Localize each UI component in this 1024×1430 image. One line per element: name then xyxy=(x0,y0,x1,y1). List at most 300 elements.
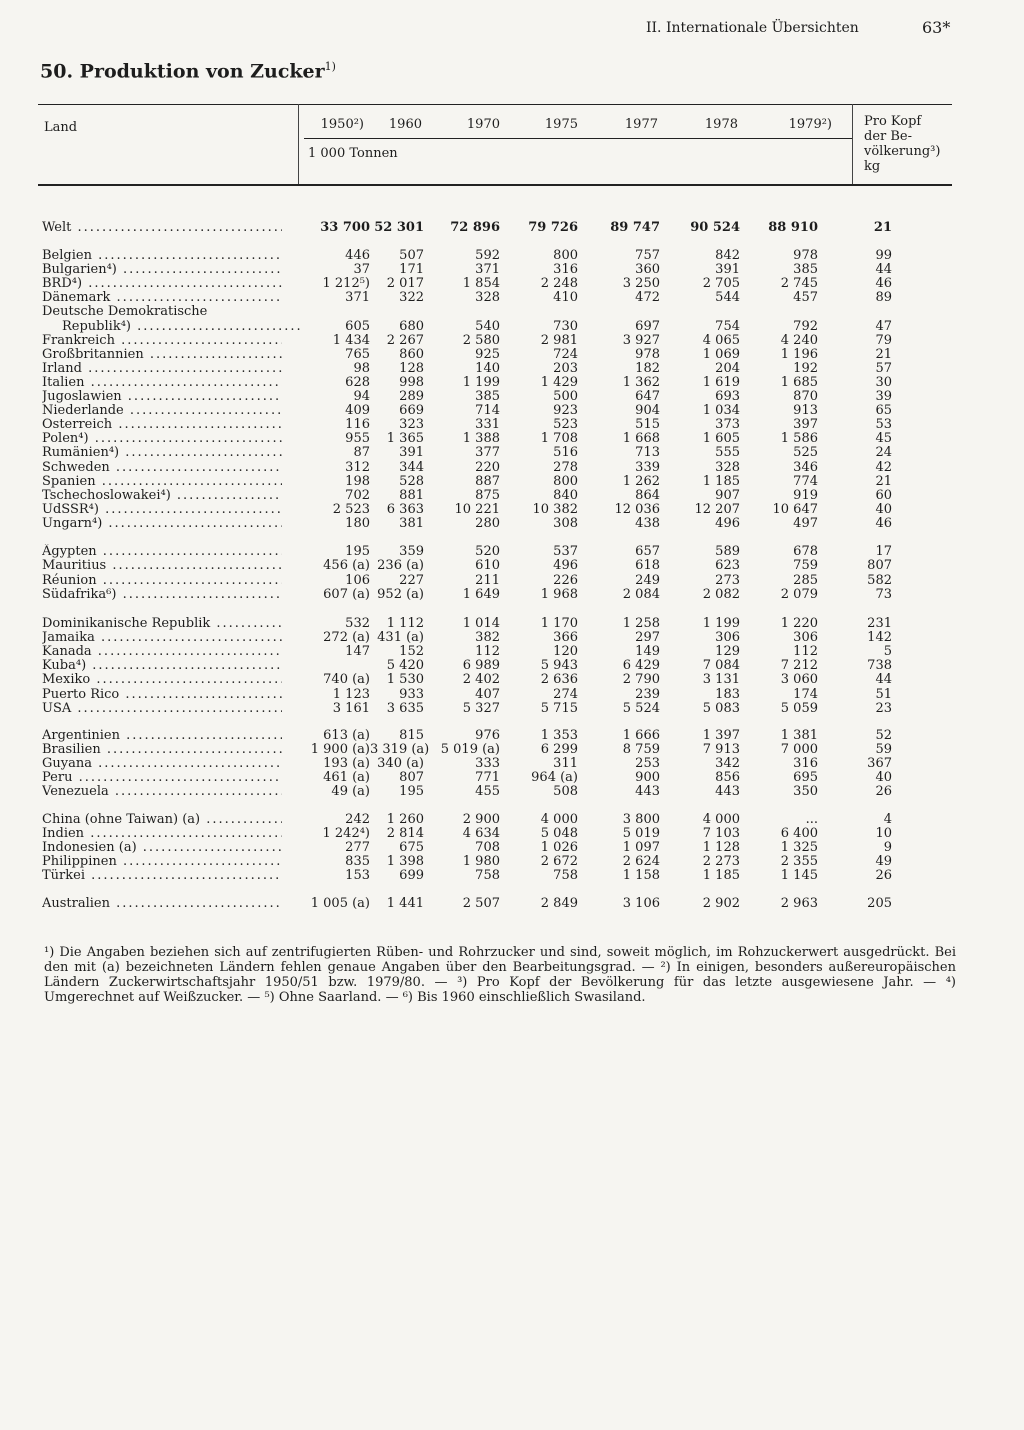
row-production-value: 2 507 xyxy=(462,896,500,911)
table-row xyxy=(0,304,1024,319)
row-production-value: 610 xyxy=(475,558,500,574)
table-row xyxy=(0,630,1024,645)
row-production-value: 532 xyxy=(345,616,370,631)
row-production-value: 507 xyxy=(399,248,424,263)
row-production-value: 1 365 xyxy=(386,431,424,447)
row-production-value: 3 106 xyxy=(622,896,660,911)
row-production-value: 6 299 xyxy=(540,742,578,757)
row-per-capita-value: 231 xyxy=(867,616,892,631)
row-production-value: 6 429 xyxy=(622,658,660,674)
table-row xyxy=(0,854,1024,869)
table-row xyxy=(0,375,1024,390)
row-production-value: 523 xyxy=(553,417,578,433)
row-production-value: 1 685 xyxy=(780,374,818,390)
row-production-value: 713 xyxy=(635,445,660,461)
row-production-value: 198 xyxy=(345,473,370,489)
row-production-value: 195 xyxy=(399,784,424,799)
row-production-value: 516 xyxy=(553,445,578,461)
row-production-value: 1 968 xyxy=(540,586,578,602)
row-land-label: Polen⁴) ..... xyxy=(42,431,282,446)
row-production-value: 312 xyxy=(345,459,370,475)
row-land-label: Mauritius ..... xyxy=(42,558,282,573)
row-production-value: 740 (a) xyxy=(323,672,370,688)
row-production-value: 397 xyxy=(793,417,818,433)
row-land-label: USA ..... xyxy=(42,701,282,716)
row-production-value: 333 xyxy=(475,756,500,771)
row-land-label: Italien ..... xyxy=(42,375,282,390)
row-land-label: Mexiko ..... xyxy=(42,672,282,687)
row-per-capita-value: 45 xyxy=(875,431,892,447)
row-production-value: 1 014 xyxy=(462,616,500,631)
row-production-value: 3 250 xyxy=(622,276,660,292)
per-capita-line: der Be- xyxy=(864,129,913,144)
row-production-value: 1 158 xyxy=(622,868,660,883)
row-land-label: Kanada ..... xyxy=(42,644,282,659)
row-production-value: 555 xyxy=(715,445,740,461)
table-row xyxy=(0,812,1024,827)
row-production-value: 699 xyxy=(399,868,424,883)
row-production-value: 381 xyxy=(399,515,424,531)
row-production-value: 7 913 xyxy=(702,742,740,757)
row-land-label: Welt ..... xyxy=(42,220,282,235)
row-production-value: 1 668 xyxy=(622,431,660,447)
row-production-value: 328 xyxy=(715,459,740,475)
row-production-value: 220 xyxy=(475,459,500,475)
row-per-capita-value: 205 xyxy=(867,896,892,911)
row-production-value: 297 xyxy=(635,630,660,646)
row-production-value: 1 397 xyxy=(702,728,740,743)
row-production-value: 2 900 xyxy=(462,812,500,827)
row-production-value: 508 xyxy=(553,784,578,799)
row-production-value: 1 980 xyxy=(462,854,500,869)
row-production-value: 680 xyxy=(399,318,424,334)
title-footnote-mark: 1) xyxy=(324,60,336,73)
row-production-value: 835 xyxy=(345,854,370,869)
table-title-text: 50. Produktion von Zucker xyxy=(40,60,325,83)
row-production-value: 5 943 xyxy=(540,658,578,674)
table-row xyxy=(0,361,1024,376)
row-production-value: 360 xyxy=(635,262,660,278)
row-production-value: 4 240 xyxy=(780,332,818,348)
row-per-capita-value: 46 xyxy=(875,276,892,292)
row-land-label: Puerto Rico ..... xyxy=(42,687,282,702)
row-production-value: 49 (a) xyxy=(331,784,370,799)
column-header-year: 1960 xyxy=(388,117,422,132)
row-production-value: 382 xyxy=(475,630,500,646)
table-row xyxy=(0,220,1024,235)
row-production-value: 278 xyxy=(553,459,578,475)
row-production-value: 377 xyxy=(475,445,500,461)
row-land-label: Republik⁴) ..... xyxy=(62,319,302,334)
row-land-label: Bulgarien⁴) ..... xyxy=(42,262,282,277)
row-per-capita-value: 21 xyxy=(873,220,892,235)
row-production-value: 976 xyxy=(475,728,500,743)
row-production-value: 537 xyxy=(553,544,578,559)
table-row xyxy=(0,460,1024,475)
row-production-value: 3 060 xyxy=(780,672,818,688)
row-production-value: 94 xyxy=(353,389,370,404)
row-production-value: 678 xyxy=(793,544,818,559)
row-production-value: 203 xyxy=(553,360,578,376)
row-production-value: 2 849 xyxy=(540,896,578,911)
row-production-value: 409 xyxy=(345,403,370,419)
row-land-label: Brasilien ..... xyxy=(42,742,282,757)
row-production-value: 1 381 xyxy=(780,728,818,743)
row-production-value: 496 xyxy=(715,515,740,531)
row-per-capita-value: 5 xyxy=(883,644,892,660)
row-production-value: 500 xyxy=(553,389,578,404)
row-production-value: 272 (a) xyxy=(323,630,370,646)
row-production-value: 1 196 xyxy=(780,346,818,362)
row-production-value: 285 xyxy=(793,572,818,588)
row-production-value: 724 xyxy=(553,346,578,362)
row-production-value: 323 xyxy=(399,417,424,433)
row-production-value: 12 207 xyxy=(694,501,740,517)
row-per-capita-value: 44 xyxy=(875,262,892,278)
row-production-value: 870 xyxy=(793,389,818,404)
row-production-value: 192 xyxy=(793,360,818,376)
row-per-capita-value: 49 xyxy=(875,854,892,869)
row-production-value: 2 981 xyxy=(540,332,578,348)
table-row xyxy=(0,826,1024,841)
row-production-value: 72 896 xyxy=(450,220,500,235)
table-row xyxy=(0,488,1024,503)
row-production-value: 1 434 xyxy=(332,332,370,348)
row-production-value: 410 xyxy=(553,290,578,306)
row-production-value: 1 258 xyxy=(622,616,660,631)
table-row xyxy=(0,248,1024,263)
column-header-per-capita xyxy=(864,114,940,174)
table-row xyxy=(0,658,1024,673)
table-row xyxy=(0,389,1024,404)
row-production-value: 129 xyxy=(715,644,740,660)
row-production-value: 807 xyxy=(399,770,424,785)
row-per-capita-value: 26 xyxy=(875,784,892,799)
row-production-value: 311 xyxy=(553,756,578,771)
table-row xyxy=(0,573,1024,588)
row-production-value: 5 715 xyxy=(540,700,578,716)
row-production-value: 443 xyxy=(715,784,740,799)
row-production-value: 1 199 xyxy=(702,616,740,631)
row-production-value: 1 170 xyxy=(540,616,578,631)
row-production-value: 195 xyxy=(345,544,370,559)
row-land-label: Belgien ..... xyxy=(42,248,282,263)
row-production-value: 800 xyxy=(553,248,578,263)
row-production-value: 1 619 xyxy=(702,374,740,390)
row-production-value: 182 xyxy=(635,360,660,376)
running-header: II. Internationale Übersichten xyxy=(646,20,859,36)
row-land-label: Ägypten ..... xyxy=(42,544,282,559)
table-row xyxy=(0,445,1024,460)
row-production-value: 5 019 xyxy=(622,826,660,841)
row-land-label: Türkei ..... xyxy=(42,868,282,883)
row-production-value: 33 700 xyxy=(320,220,370,235)
row-production-value: 52 301 xyxy=(374,220,424,235)
row-production-value: 8 759 xyxy=(622,742,660,757)
row-production-value: 2 745 xyxy=(780,276,818,292)
row-production-value: 443 xyxy=(635,784,660,799)
row-per-capita-value: 73 xyxy=(875,586,892,602)
table-row xyxy=(0,502,1024,517)
header-divider-left xyxy=(298,104,299,184)
row-land-label: Frankreich ..... xyxy=(42,333,282,348)
row-production-value: 771 xyxy=(475,770,500,785)
table-row xyxy=(0,262,1024,277)
row-production-value: 12 036 xyxy=(614,501,660,517)
row-per-capita-value: 582 xyxy=(867,572,892,588)
row-production-value: 1 112 xyxy=(386,616,424,631)
row-production-value: 1 353 xyxy=(540,728,578,743)
row-land-label: Réunion ..... xyxy=(42,573,282,588)
row-land-label: Dänemark ..... xyxy=(42,290,282,305)
row-production-value: 913 xyxy=(793,403,818,419)
row-production-value: 90 524 xyxy=(690,220,740,235)
row-production-value: 6 989 xyxy=(462,658,500,674)
row-production-value: 1 185 xyxy=(702,868,740,883)
table-row xyxy=(0,474,1024,489)
row-production-value: 37 xyxy=(353,262,370,278)
row-production-value: 618 xyxy=(635,558,660,574)
row-land-label: Ungarn⁴) ..... xyxy=(42,516,282,531)
row-production-value: 1 325 xyxy=(780,840,818,855)
row-production-value: 800 xyxy=(553,473,578,489)
row-per-capita-value: 9 xyxy=(883,840,892,855)
row-production-value: 211 xyxy=(475,572,500,588)
row-land-label: Jugoslawien ..... xyxy=(42,389,282,404)
row-production-value: 1 185 xyxy=(702,473,740,489)
row-per-capita-value: 40 xyxy=(875,501,892,517)
row-production-value: 385 xyxy=(793,262,818,278)
row-production-value: 525 xyxy=(793,445,818,461)
row-production-value: 1 005 (a) xyxy=(310,896,370,911)
row-production-value: 589 xyxy=(715,544,740,559)
row-production-value: 758 xyxy=(553,868,578,883)
row-per-capita-value: 47 xyxy=(875,318,892,334)
row-production-value: ... xyxy=(805,812,818,827)
row-production-value: 955 xyxy=(345,431,370,447)
row-production-value: 792 xyxy=(793,318,818,334)
row-production-value: 306 xyxy=(793,630,818,646)
header-divider-right xyxy=(852,104,853,184)
row-per-capita-value: 26 xyxy=(875,868,892,883)
row-production-value: 5 420 xyxy=(386,658,424,674)
column-header-unit: 1 000 Tonnen xyxy=(308,146,398,161)
row-production-value: 842 xyxy=(715,248,740,263)
column-header-year: 1979²) xyxy=(788,117,832,132)
column-header-year: 1950²) xyxy=(320,117,364,132)
row-per-capita-value: 52 xyxy=(875,728,892,743)
column-header-year: 1970 xyxy=(466,117,500,132)
row-production-value: 2 079 xyxy=(780,586,818,602)
footnotes: ¹) Die Angaben beziehen sich auf zentrifugierten Rüben- und Rohrzucker und sind, soweit möglich, im Rohzuckerwert ausgedrückt. Bei den mit (a) bezeichneten Ländern fehlen genaue Angaben über den Bearbeitungsgrad. — ²) In einigen, besonders außereuropäischen Ländern Zuckerwirtschaftsjahr 1950/51 bzw. 1979/80. — ³) Pro Kopf der Bevölkerung für das letzte ausgewiesene Jahr. — ⁴) Umgerechnet auf Weißzucker. — ⁵) Ohne Saarland. — ⁶) Bis 1960 einschließlich Swasiland. xyxy=(44,945,956,1005)
row-production-value: 2 402 xyxy=(462,672,500,688)
row-production-value: 2 580 xyxy=(462,332,500,348)
row-production-value: 2 523 xyxy=(332,501,370,517)
row-production-value: 702 xyxy=(345,487,370,503)
row-land-label: Niederlande ..... xyxy=(42,403,282,418)
table-row xyxy=(0,417,1024,432)
row-production-value: 1 362 xyxy=(622,374,660,390)
row-production-value: 3 161 xyxy=(332,700,370,716)
row-production-value: 1 649 xyxy=(462,586,500,602)
row-production-value: 904 xyxy=(635,403,660,419)
row-land-label: Spanien ..... xyxy=(42,474,282,489)
row-land-label: Argentinien ..... xyxy=(42,728,282,743)
row-production-value: 253 xyxy=(635,756,660,771)
row-production-value: 274 xyxy=(553,686,578,702)
row-production-value: 1 262 xyxy=(622,473,660,489)
table-row xyxy=(0,896,1024,911)
row-production-value: 346 xyxy=(793,459,818,475)
row-land-label: Peru ..... xyxy=(42,770,282,785)
row-per-capita-value: 99 xyxy=(875,248,892,263)
row-per-capita-value: 4 xyxy=(883,812,892,827)
row-production-value: 1 242⁴) xyxy=(322,826,370,841)
row-production-value: 456 (a) xyxy=(323,558,370,574)
table-row xyxy=(0,728,1024,743)
row-production-value: 227 xyxy=(399,572,424,588)
row-production-value: 497 xyxy=(793,515,818,531)
row-production-value: 925 xyxy=(475,346,500,362)
row-land-label: China (ohne Taiwan) (a) ..... xyxy=(42,812,282,827)
row-production-value: 1 530 xyxy=(386,672,424,688)
row-per-capita-value: 21 xyxy=(875,346,892,362)
row-production-value: 174 xyxy=(793,686,818,702)
row-production-value: 4 000 xyxy=(702,812,740,827)
row-per-capita-value: 57 xyxy=(875,360,892,376)
row-production-value: 730 xyxy=(553,318,578,334)
row-production-value: 774 xyxy=(793,473,818,489)
row-production-value: 923 xyxy=(553,403,578,419)
row-production-value: 815 xyxy=(399,728,424,743)
row-production-value: 316 xyxy=(553,262,578,278)
row-production-value: 2 624 xyxy=(622,854,660,869)
row-production-value: 3 319 (a) xyxy=(370,742,430,757)
row-production-value: 10 382 xyxy=(532,501,578,517)
table-row xyxy=(0,558,1024,573)
row-production-value: 708 xyxy=(475,840,500,855)
row-production-value: 391 xyxy=(399,445,424,461)
row-production-value: 1 429 xyxy=(540,374,578,390)
table-row xyxy=(0,319,1024,334)
row-per-capita-value: 40 xyxy=(875,770,892,785)
column-header-land: Land xyxy=(44,120,78,135)
row-land-label: Südafrika⁶) ..... xyxy=(42,587,282,602)
table-row xyxy=(0,403,1024,418)
row-production-value: 461 (a) xyxy=(323,770,370,785)
row-production-value: 308 xyxy=(553,515,578,531)
row-production-value: 623 xyxy=(715,558,740,574)
row-production-value: 881 xyxy=(399,487,424,503)
row-production-value: 455 xyxy=(475,784,500,799)
row-production-value: 112 xyxy=(475,644,500,660)
row-production-value: 2 084 xyxy=(622,586,660,602)
row-per-capita-value: 46 xyxy=(875,515,892,531)
row-production-value: 1 069 xyxy=(702,346,740,362)
row-production-value: 5 019 (a) xyxy=(440,742,500,757)
row-production-value: 605 xyxy=(345,318,370,334)
row-production-value: 391 xyxy=(715,262,740,278)
row-per-capita-value: 89 xyxy=(875,290,892,306)
header-bottom-rule xyxy=(38,184,952,186)
row-production-value: 2 672 xyxy=(540,854,578,869)
row-production-value: 446 xyxy=(345,248,370,263)
row-production-value: 5 327 xyxy=(462,700,500,716)
row-production-value: 79 726 xyxy=(528,220,578,235)
row-production-value: 496 xyxy=(553,558,578,574)
row-production-value: 978 xyxy=(635,346,660,362)
per-capita-line: kg xyxy=(864,159,881,174)
row-land-label: Rumänien⁴) ..... xyxy=(42,445,282,460)
row-production-value: 2 636 xyxy=(540,672,578,688)
row-per-capita-value: 23 xyxy=(875,700,892,716)
row-production-value: 2 082 xyxy=(702,586,740,602)
row-production-value: 647 xyxy=(635,389,660,404)
row-production-value: 171 xyxy=(399,262,424,278)
row-production-value: 2 248 xyxy=(540,276,578,292)
table-title xyxy=(40,60,336,82)
row-land-label: BRD⁴) ..... xyxy=(42,276,282,291)
row-production-value: 754 xyxy=(715,318,740,334)
row-production-value: 204 xyxy=(715,360,740,376)
header-mid-rule xyxy=(304,138,852,139)
row-production-value: 2 814 xyxy=(386,826,424,841)
row-production-value: 4 000 xyxy=(540,812,578,827)
row-production-value: 1 260 xyxy=(386,812,424,827)
row-production-value: 1 220 xyxy=(780,616,818,631)
row-production-value: 147 xyxy=(345,644,370,660)
row-production-value: 5 524 xyxy=(622,700,660,716)
row-per-capita-value: 53 xyxy=(875,417,892,433)
row-production-value: 331 xyxy=(475,417,500,433)
row-production-value: 87 xyxy=(353,445,370,461)
row-production-value: 1 199 xyxy=(462,374,500,390)
row-production-value: 373 xyxy=(715,417,740,433)
row-production-value: 607 (a) xyxy=(323,586,370,602)
row-production-value: 242 xyxy=(345,812,370,827)
row-production-value: 371 xyxy=(475,262,500,278)
table-row xyxy=(0,516,1024,531)
row-per-capita-value: 30 xyxy=(875,374,892,390)
row-production-value: 98 xyxy=(353,360,370,376)
row-production-value: 340 (a) xyxy=(377,756,424,771)
table-row xyxy=(0,770,1024,785)
row-production-value: 10 221 xyxy=(454,501,500,517)
row-land-label: Venezuela ..... xyxy=(42,784,282,799)
row-production-value: 239 xyxy=(635,686,660,702)
row-production-value: 669 xyxy=(399,403,424,419)
row-production-value: 472 xyxy=(635,290,660,306)
row-production-value: 998 xyxy=(399,374,424,390)
row-production-value: 193 (a) xyxy=(323,756,370,771)
row-production-value: 2 273 xyxy=(702,854,740,869)
row-production-value: 1 586 xyxy=(780,431,818,447)
row-production-value: 328 xyxy=(475,290,500,306)
row-production-value: 693 xyxy=(715,389,740,404)
row-land-label: Guyana ..... xyxy=(42,756,282,771)
table-row xyxy=(0,756,1024,771)
table-row xyxy=(0,587,1024,602)
row-production-value: 457 xyxy=(793,290,818,306)
row-production-value: 120 xyxy=(553,644,578,660)
row-production-value: 152 xyxy=(399,644,424,660)
row-production-value: 249 xyxy=(635,572,660,588)
row-production-value: 657 xyxy=(635,544,660,559)
row-production-value: 3 800 xyxy=(622,812,660,827)
row-production-value: 3 635 xyxy=(386,700,424,716)
row-production-value: 88 910 xyxy=(768,220,818,235)
row-production-value: 1 128 xyxy=(702,840,740,855)
